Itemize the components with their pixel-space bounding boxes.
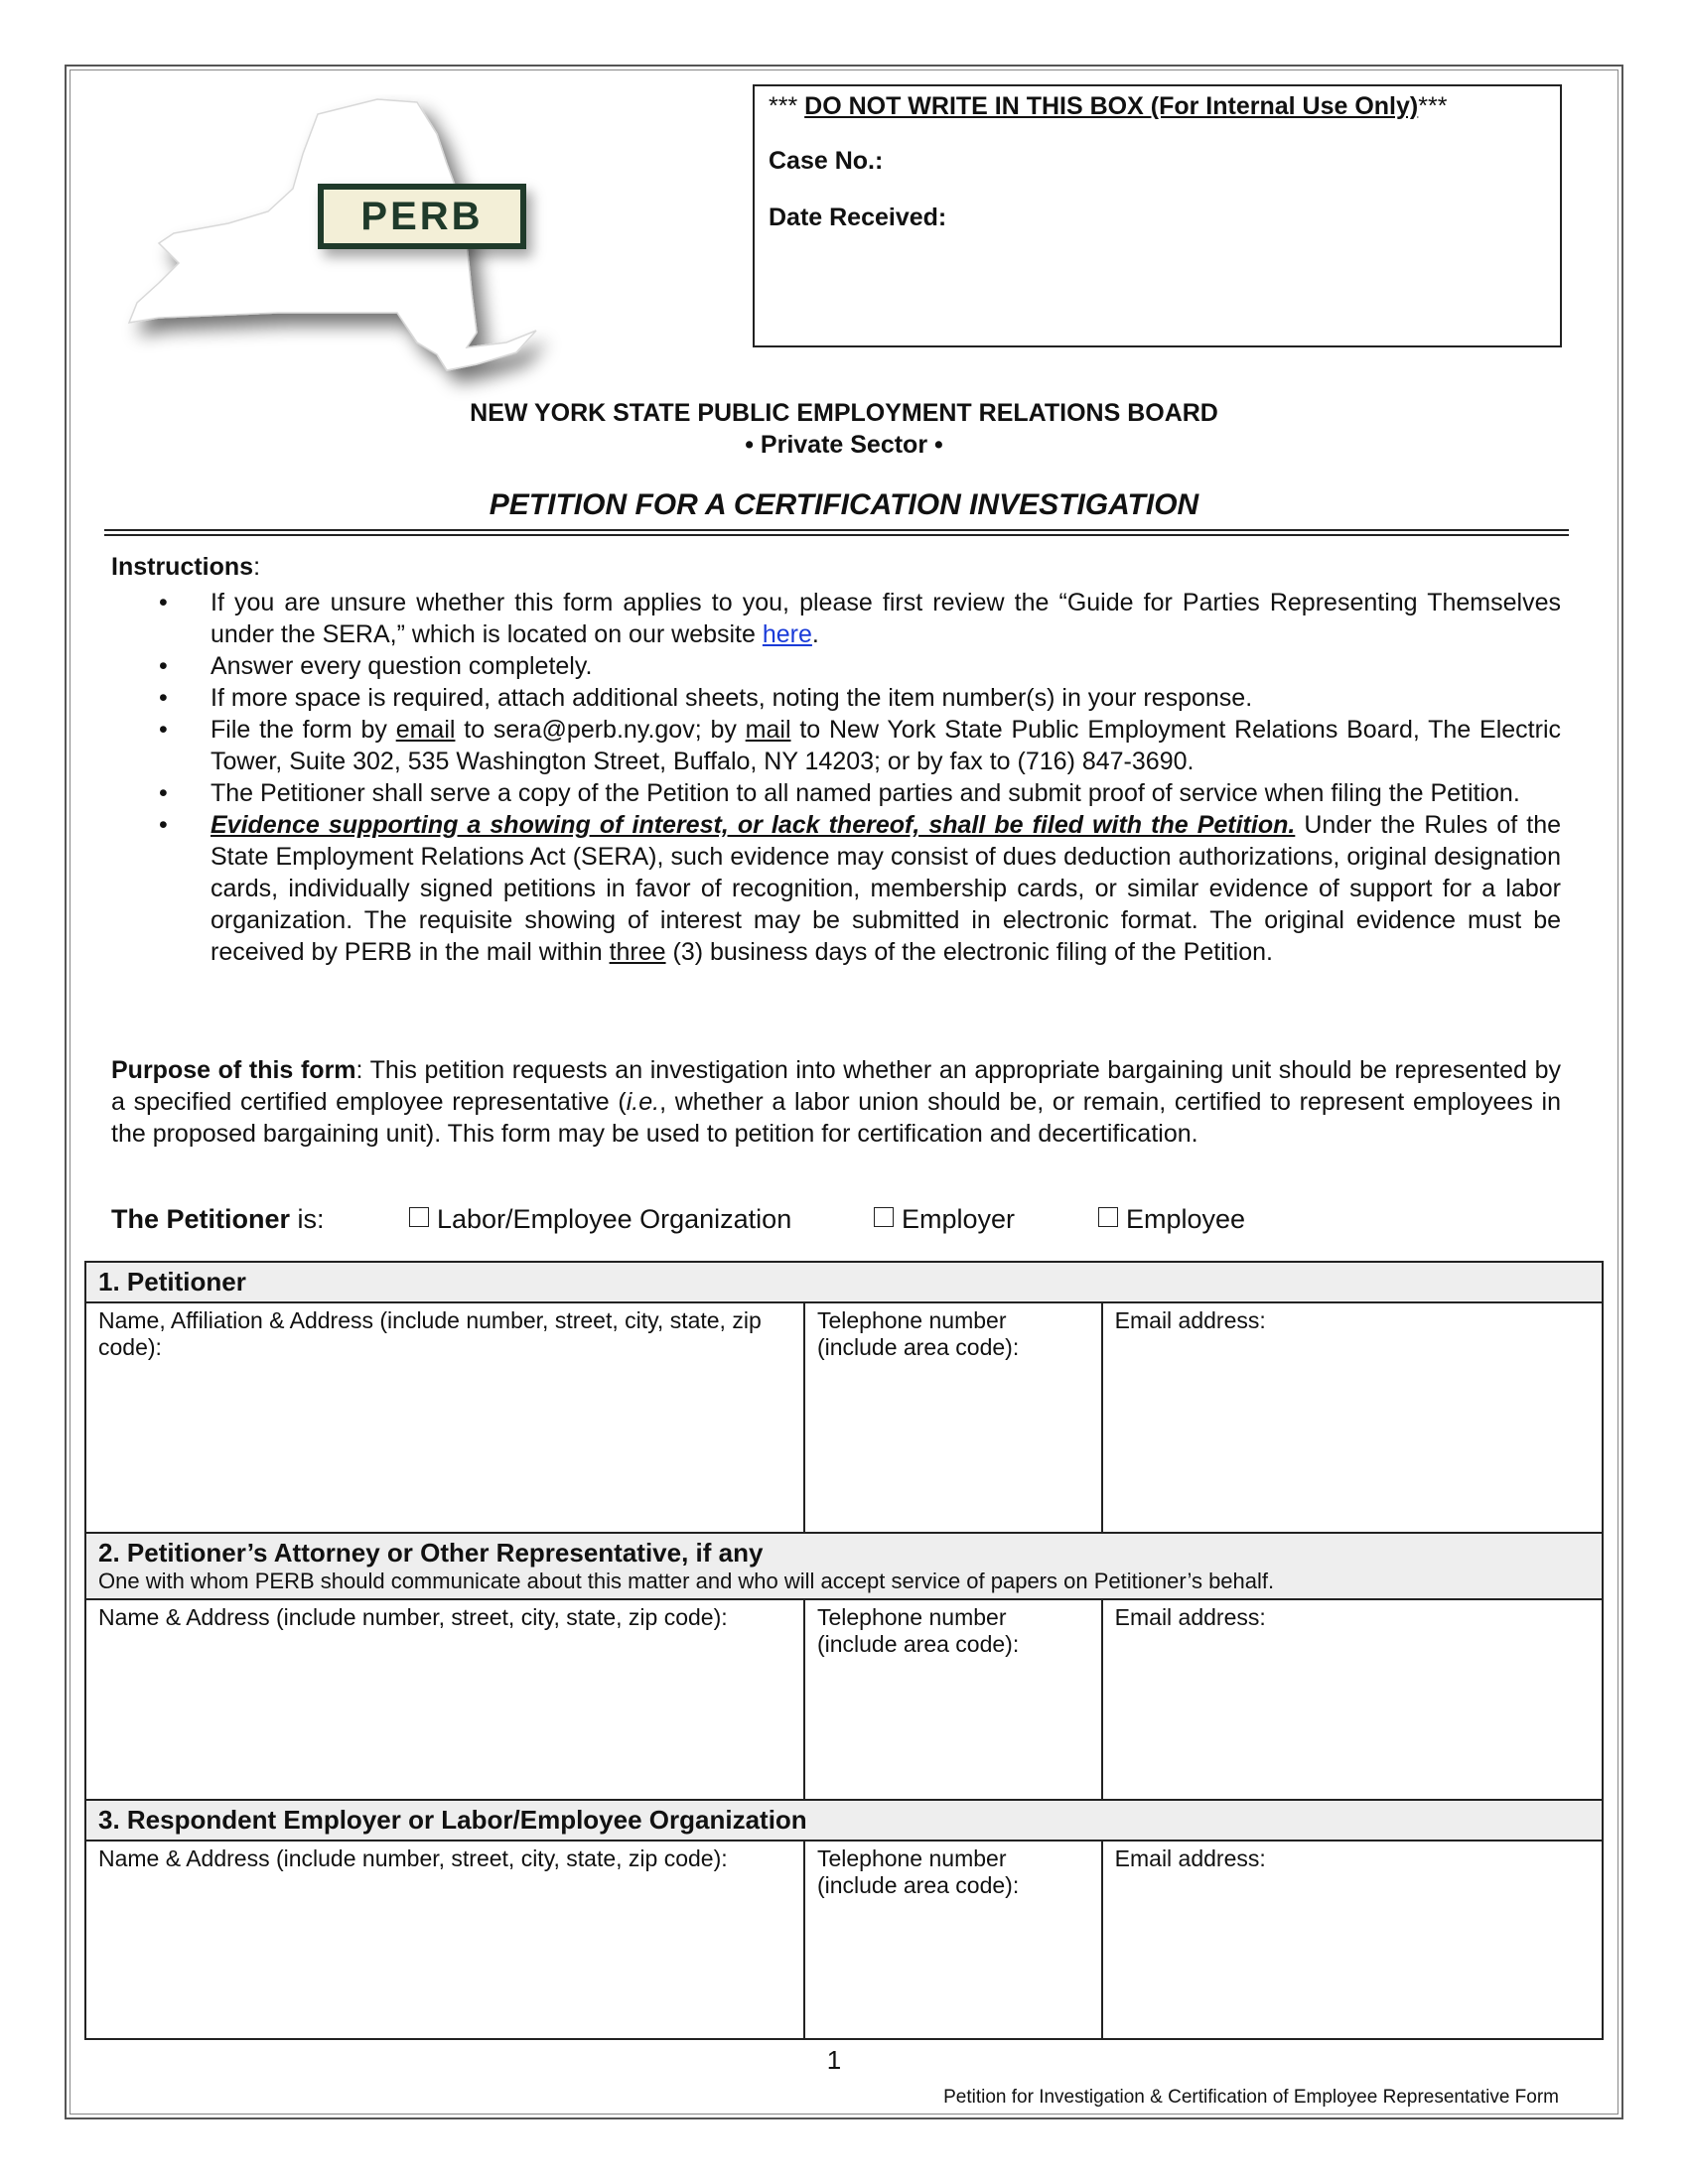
purpose-label: Purpose of this form: [111, 1056, 356, 1084]
section-3-name-field[interactable]: Name & Address (include number, street, city, state, zip code):: [85, 1841, 804, 2039]
party-sections-table: [84, 1261, 1604, 2040]
section-3-phone-field[interactable]: Telephone number (include area code):: [804, 1841, 1102, 2039]
agency-name: NEW YORK STATE PUBLIC EMPLOYMENT RELATIONS BOARD: [470, 399, 1218, 427]
section-3-header: 3. Respondent Employer or Labor/Employee Organization: [85, 1800, 1603, 1841]
date-received-label: Date Received:: [769, 204, 947, 231]
instructions: [111, 551, 1561, 968]
perb-badge: PERB: [318, 184, 526, 249]
internal-use-header: *** DO NOT WRITE IN THIS BOX (For Internal Use Only)***: [769, 92, 1448, 120]
evidence-emphasis: Evidence supporting a showing of interest, or lack thereof, shall be filed with the Petition.: [211, 811, 1296, 839]
section-1-phone-field[interactable]: Telephone number (include area code):: [804, 1302, 1102, 1533]
checkbox[interactable]: [874, 1207, 894, 1227]
option-employer[interactable]: Employer: [874, 1204, 1015, 1235]
instruction-item: • The Petitioner shall serve a copy of the Petition to all named parties and submit proof of service when filing the Petition.: [111, 777, 1561, 809]
title-rule: [104, 529, 1569, 531]
title-rule: [104, 534, 1569, 536]
instruction-item: • Evidence supporting a showing of interest, or lack thereof, shall be filed with the Petition. Under the Rules of the State Employment Relations Act (SERA), such evidence may consist of dues deduction authorizations, original designation cards, individually signed petitions in favor of recognition, membership cards, or similar evidence of support for a labor organization. The requisite showing of interest may be submitted in electronic format. The original evidence must be received by PERB in the mail within three (3) business days of the electronic filing of the Petition.: [111, 809, 1561, 968]
case-no-label: Case No.:: [769, 147, 884, 175]
website-link[interactable]: here: [762, 620, 812, 648]
section-2-email-field[interactable]: Email address:: [1102, 1599, 1603, 1800]
section-1-header: 1. Petitioner: [85, 1262, 1603, 1302]
instruction-item: • If you are unsure whether this form applies to you, please first review the “Guide for Parties Representing Themselves under the SERA,” which is located on our website here.: [111, 587, 1561, 650]
perb-logo: [119, 94, 586, 412]
footer-text: Petition for Investigation & Certification of Employee Representative Form: [943, 2087, 1559, 2108]
checkbox[interactable]: [1098, 1207, 1118, 1227]
new-york-state-map-icon: [119, 94, 586, 412]
section-1-name-field[interactable]: Name, Affiliation & Address (include number, street, city, state, zip code):: [85, 1302, 804, 1533]
form-title: PETITION FOR A CERTIFICATION INVESTIGATION: [489, 488, 1199, 521]
page-number: 1: [826, 2045, 842, 2075]
option-employee[interactable]: Employee: [1098, 1204, 1245, 1235]
option-labor-organization[interactable]: Labor/Employee Organization: [409, 1204, 791, 1235]
section-2-phone-field[interactable]: Telephone number (include area code):: [804, 1599, 1102, 1800]
purpose-paragraph: Purpose of this form: This petition requests an investigation into whether an appropriate bargaining unit should be represented by a specified certified employee representative (i.e., whether a labor union should be, or remain, certified to represent employees in the proposed bargaining unit). This form may be used to petition for certification and decertification.: [111, 1056, 1561, 1148]
instructions-heading: Instructions:: [111, 553, 261, 581]
section-3-email-field[interactable]: Email address:: [1102, 1841, 1603, 2039]
section-2-name-field[interactable]: Name & Address (include number, street, city, state, zip code):: [85, 1599, 804, 1800]
section-2-header: 2. Petitioner’s Attorney or Other Representative, if any One with whom PERB should communicate about this matter and who will accept service of papers on Petitioner’s behalf.: [85, 1533, 1603, 1599]
internal-use-box: [753, 84, 1562, 347]
agency-sector: • Private Sector •: [745, 431, 943, 459]
instruction-item: • If more space is required, attach additional sheets, noting the item number(s) in your response.: [111, 682, 1561, 714]
petitioner-type-label: The Petitioner is:: [111, 1204, 325, 1234]
section-1-email-field[interactable]: Email address:: [1102, 1302, 1603, 1533]
instructions-list: [111, 587, 1561, 968]
checkbox[interactable]: [409, 1207, 429, 1227]
mail-term: mail: [745, 716, 791, 744]
instruction-item: • File the form by email to sera@perb.ny.gov; by mail to New York State Public Employment Relations Board, The Electric Tower, Suite 302, 535 Washington Street, Buffalo, NY 14203; or by fax to (716) 847-3690.: [111, 714, 1561, 777]
email-term: email: [395, 716, 456, 744]
instruction-item: • Answer every question completely.: [111, 650, 1561, 682]
